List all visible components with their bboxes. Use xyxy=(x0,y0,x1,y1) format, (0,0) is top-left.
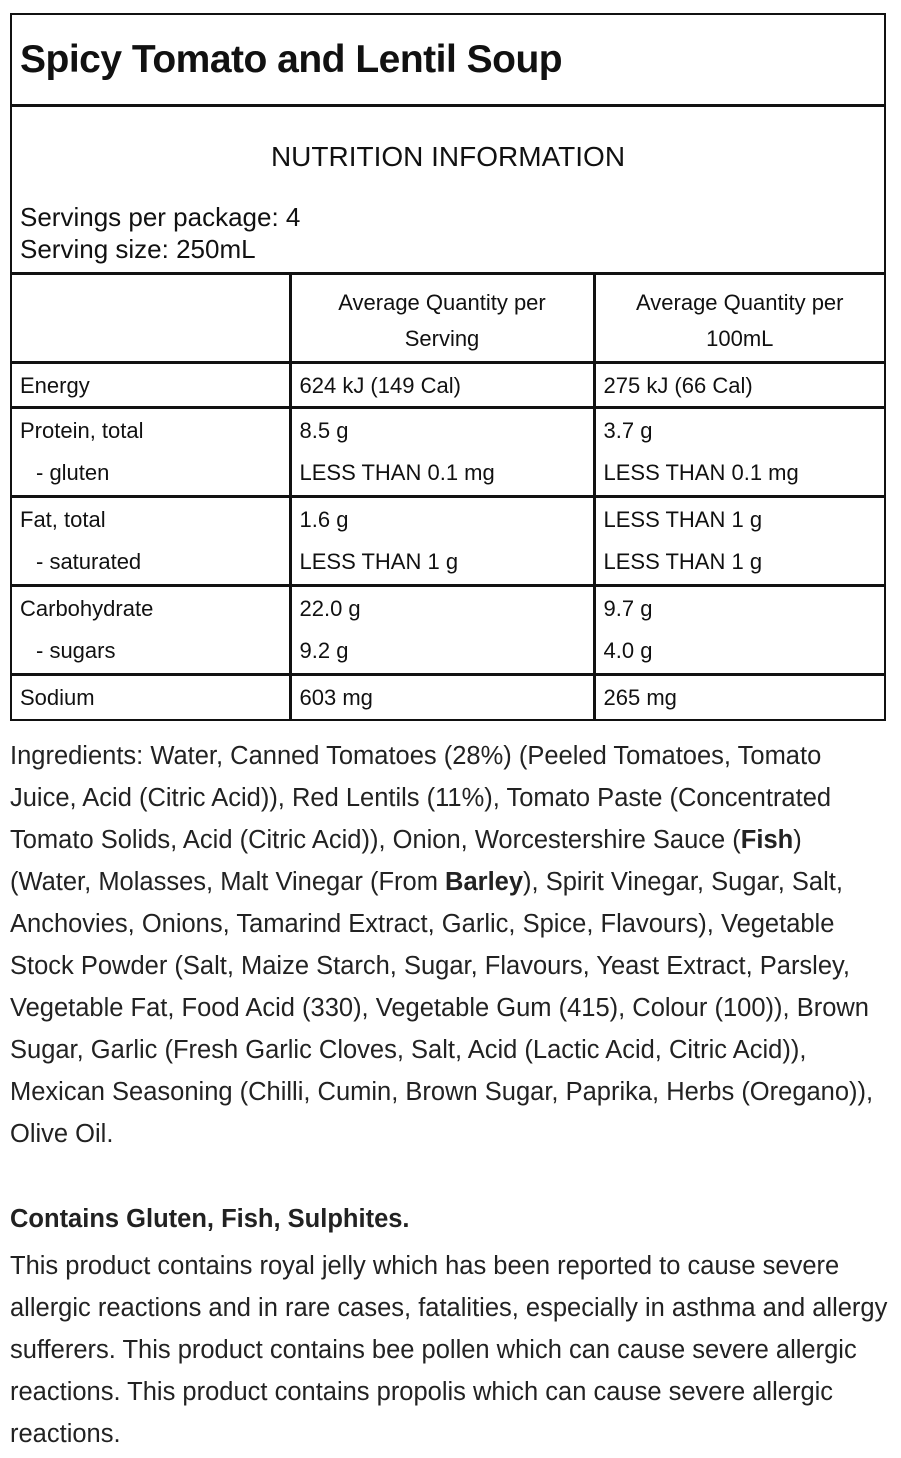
table-row xyxy=(12,585,884,630)
row-serving-value: 603 mg xyxy=(290,674,594,719)
row-sublabel: - saturated xyxy=(36,549,142,574)
table-row xyxy=(12,407,884,452)
table-row xyxy=(12,362,884,407)
row-per100-value: 3.7 g xyxy=(594,407,884,452)
row-serving-value: 9.2 g xyxy=(290,630,594,674)
row-sublabel: - sugars xyxy=(36,638,116,663)
row-label: Sodium xyxy=(12,674,290,719)
allergen-fish: Fish xyxy=(740,826,794,854)
table-row xyxy=(12,496,884,541)
nutrition-table xyxy=(12,275,884,719)
row-per100-value: 9.7 g xyxy=(594,585,884,630)
serving-size: Serving size: 250mL xyxy=(20,234,256,264)
row-serving-value: 624 kJ (149 Cal) xyxy=(290,362,594,407)
row-per100-value: LESS THAN 1 g xyxy=(594,541,884,585)
row-per100-value: 265 mg xyxy=(594,674,884,719)
table-row xyxy=(12,630,884,674)
nutrition-info-block xyxy=(12,107,884,275)
row-label: Energy xyxy=(12,362,290,407)
row-serving-value: LESS THAN 0.1 mg xyxy=(290,452,594,496)
row-label: Protein, total xyxy=(12,407,290,452)
product-title: Spicy Tomato and Lentil Soup xyxy=(20,37,563,81)
servings-per-package: Servings per package: 4 xyxy=(20,202,301,232)
table-row xyxy=(12,541,884,585)
ingredients-part3: ), Spirit Vinegar, Sugar, Salt, Anchovies, Onions, Tamarind Extract, Garlic, Spice, Flavours), Vegetable Stock Powder (Salt, Maize Starch, Sugar, Flavours, Yeast Extract, Parsley, Vegetable Fat, Food Acid (330), Vegetable Gum (415), Colour (100)), Brown Sugar, Garlic (Fresh Garlic Cloves, Salt, Acid (Lactic Acid, Citric Acid)), Mexican Seasoning (Chilli, Cumin, Brown Sugar, Paprika, Herbs (Oregano)), Olive Oil. xyxy=(10,868,874,1148)
header-per-100ml: Average Quantity per 100mL xyxy=(594,275,884,362)
table-header-row xyxy=(12,275,884,362)
row-per100-value: 4.0 g xyxy=(594,630,884,674)
row-serving-value: LESS THAN 1 g xyxy=(290,541,594,585)
allergen-barley: Barley xyxy=(445,868,524,896)
row-per100-value: LESS THAN 0.1 mg xyxy=(594,452,884,496)
row-serving-value: 8.5 g xyxy=(290,407,594,452)
row-sublabel: - gluten xyxy=(36,460,110,485)
row-label: Fat, total xyxy=(12,496,290,541)
table-row xyxy=(12,452,884,496)
warning-statement: This product contains royal jelly which has been reported to cause severe allergic reactions and in rare cases, fatalities, especially in asthma and allergy sufferers. This product contains bee pollen which can cause severe allergic reactions. This product contains propolis which can cause severe allergic reactions. xyxy=(10,1252,888,1448)
row-per100-value: 275 kJ (66 Cal) xyxy=(594,362,884,407)
row-serving-value: 22.0 g xyxy=(290,585,594,630)
ingredients-part1: Ingredients: Water, Canned Tomatoes (28%) (Peeled Tomatoes, Tomato Juice, Acid (Citric Acid)), Red Lentils (11%), Tomato Paste (Concentrated Tomato Solids, Acid (Citric Acid)), Onion, Worcestershire Sauce ( xyxy=(10,742,832,854)
allergen-statement: Contains Gluten, Fish, Sulphites. xyxy=(10,1205,410,1233)
row-per100-value: LESS THAN 1 g xyxy=(594,496,884,541)
title-row xyxy=(12,15,884,107)
row-serving-value: 1.6 g xyxy=(290,496,594,541)
table-row xyxy=(12,674,884,719)
header-per-serving: Average Quantity per Serving xyxy=(290,275,594,362)
nutrition-panel xyxy=(10,13,886,721)
ingredients-part2: ) (Water, Molasses, Malt Vinegar (From xyxy=(10,826,802,896)
ingredients-text xyxy=(10,735,890,1155)
nutrition-heading: NUTRITION INFORMATION xyxy=(270,141,626,172)
row-label: Carbohydrate xyxy=(12,585,290,630)
header-blank-cell xyxy=(12,275,290,362)
